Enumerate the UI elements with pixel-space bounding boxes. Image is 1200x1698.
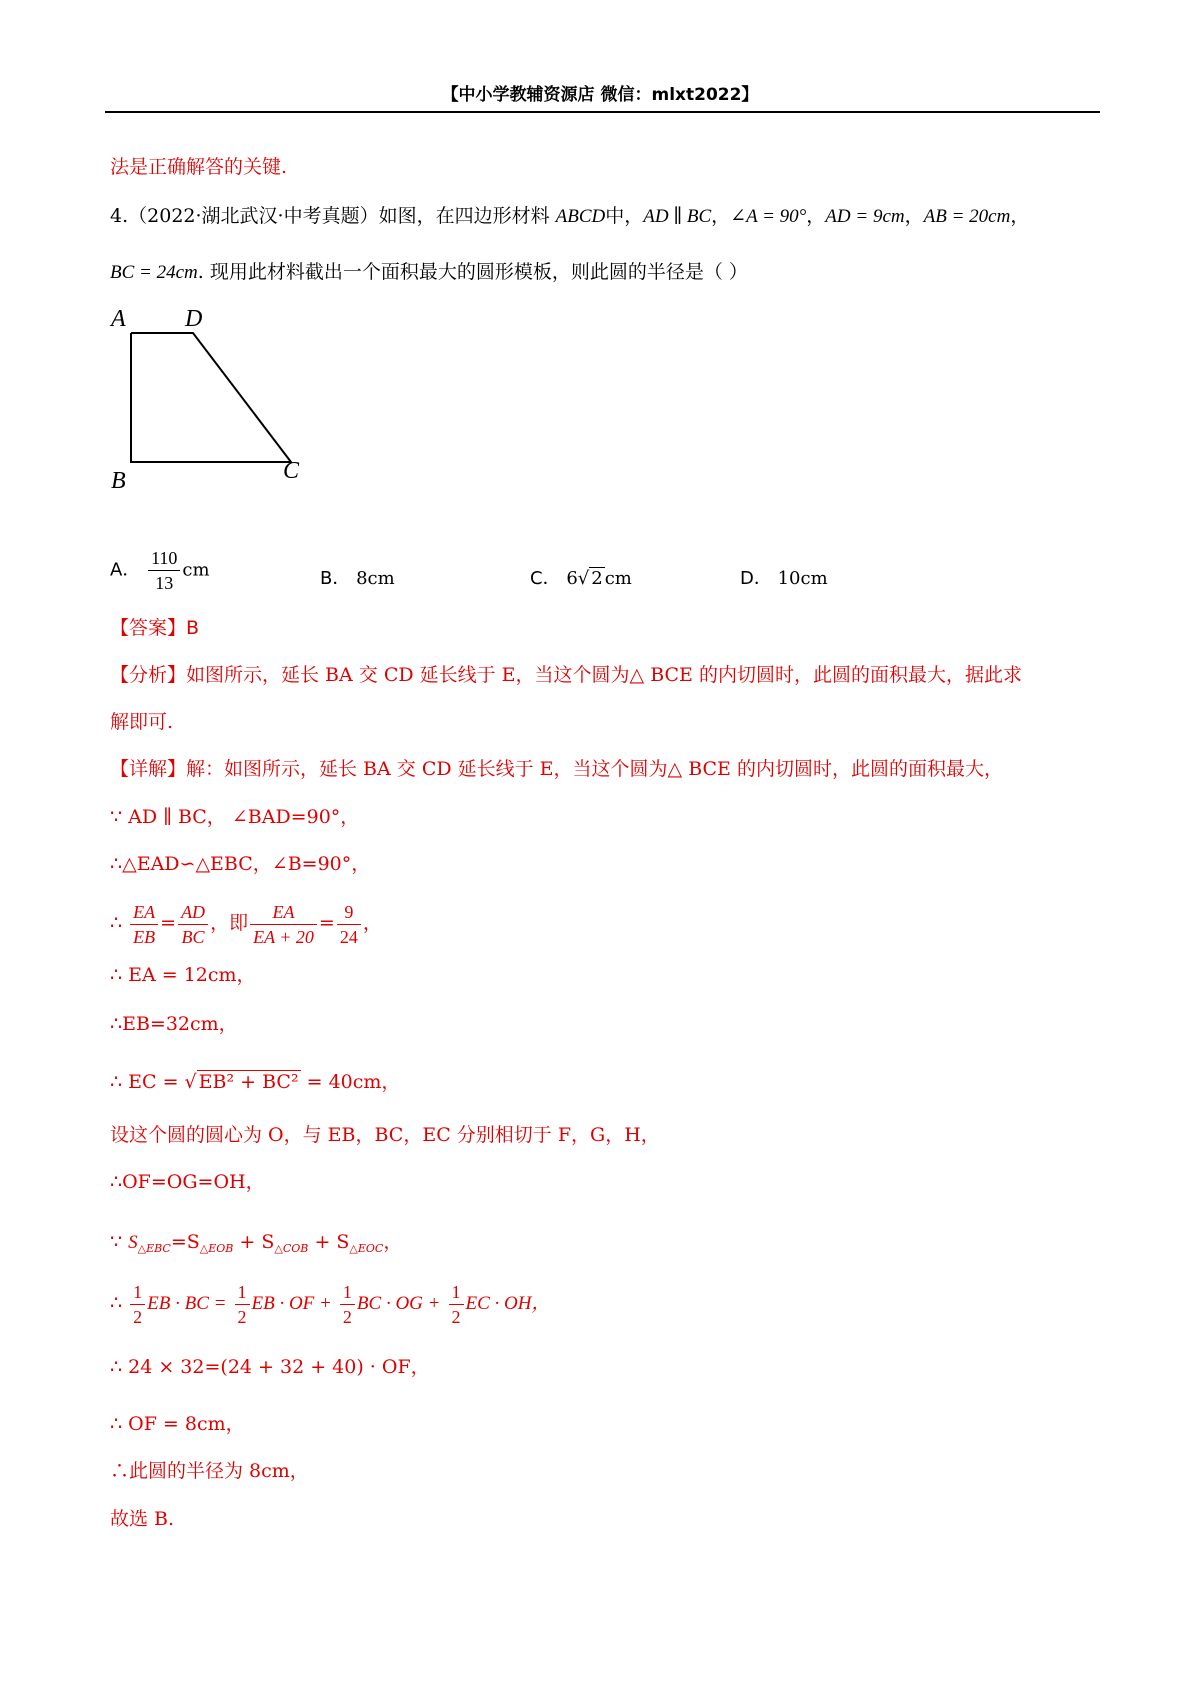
- detail-tag: 【详解】: [110, 758, 187, 780]
- vertex-d-label: D: [185, 306, 203, 332]
- detail-line-5: ∴ EA = 12cm，: [110, 964, 256, 986]
- detail-line-15: 故选 B.: [110, 1508, 175, 1530]
- answer-value: B: [186, 617, 200, 639]
- option-c: C． 6√ 2 cm: [530, 568, 632, 589]
- vertex-b-label: B: [111, 468, 126, 494]
- answer-tag: 【答案】: [110, 617, 187, 639]
- detail-line-2: ∵ AD ∥ BC， ∠BAD=90°，: [110, 806, 360, 828]
- detail-line-9: ∴OF=OG=OH，: [110, 1171, 265, 1193]
- detail-line-6: ∴EB=32cm，: [110, 1013, 238, 1035]
- vertex-c-label: C: [283, 458, 300, 484]
- condition-angle: ∠A = 90°: [730, 206, 807, 227]
- option-d: D． 10cm: [740, 568, 828, 589]
- detail-line-7: ∴ EC = √ EB² + BC² = 40cm，: [110, 1071, 401, 1093]
- condition-parallel: AD ∥ BC: [643, 206, 712, 227]
- detail-line-13: ∴ OF = 8cm，: [110, 1413, 245, 1435]
- option-a: A． $\frac{110}{13}$ cm: [110, 548, 210, 593]
- condition-ad: AD = 9cm: [825, 206, 905, 227]
- detail-line-3: ∴△EAD∽△EBC，∠B=90°，: [110, 853, 371, 875]
- detail-line-12: ∴ 24 × 32=(24 + 32 + 40) · OF，: [110, 1356, 430, 1378]
- trapezoid-outline: [131, 333, 291, 462]
- detail-line-8: 设这个圆的圆心为 O，与 EB，BC，EC 分别相切于 F，G，H，: [110, 1124, 660, 1146]
- detail-line-14: ∴此圆的半径为 8cm，: [110, 1460, 309, 1482]
- question-source: （2022·湖北武汉·中考真题）: [128, 205, 379, 227]
- answer-line: [110, 614, 199, 642]
- analysis-line-1: 【分析】如图所示，延长 BA 交 CD 延长线于 E，当这个圆为△ BCE 的内切圆时，此圆的面积最大，据此求: [110, 664, 1022, 686]
- analysis-line-2: 解即可.: [110, 711, 174, 733]
- header-rule: [105, 111, 1100, 113]
- question-line-1: 4.（2022·湖北武汉·中考真题）如图，在四边形材料 ABCD中，AD ∥ BC，∠A = 90°，AD = 9cm，AB = 20cm，: [110, 205, 1030, 227]
- detail-line-4: ∴ $\frac{EA}{EB}$ = $\frac{AD}{BC}$ ，即 $\frac{EA}{EA + 20}$ = $\frac{9}{24}$ ，: [110, 901, 382, 947]
- condition-ab: AB = 20cm: [923, 206, 1011, 227]
- trapezoid-figure: [105, 300, 315, 500]
- analysis-tag: 【分析】: [110, 664, 187, 686]
- detail-line-11: ∴ $\frac{1}{2}$ EB · BC = $\frac{1}{2}$ EB · OF + $\frac{1}{2}$ BC · OG + $\frac{1}{2}$ EC · OH，: [110, 1281, 551, 1327]
- question-number: 4: [110, 205, 123, 227]
- question-line-2: BC = 24cm. 现用此材料截出一个面积最大的圆形模板，则此圆的半径是（ ）: [110, 261, 748, 283]
- detail-line-10: ∵ $S_{\triangle EBC}=S_{\triangle EOB} + S_{\triangle COB} + S_{\triangle EOC}$，: [110, 1231, 403, 1255]
- previous-solution-tail: 法是正确解答的关键.: [110, 156, 288, 178]
- option-b: B． 8cm: [320, 568, 395, 589]
- page-header: 【中小学教辅资源店 微信：mlxt2022】: [441, 85, 759, 105]
- condition-bc: BC = 24cm: [110, 262, 198, 283]
- detail-line-1: 【详解】解：如图所示，延长 BA 交 CD 延长线于 E，当这个圆为△ BCE 的内切圆时，此圆的面积最大，: [110, 758, 1003, 780]
- vertex-a-label: A: [111, 306, 126, 332]
